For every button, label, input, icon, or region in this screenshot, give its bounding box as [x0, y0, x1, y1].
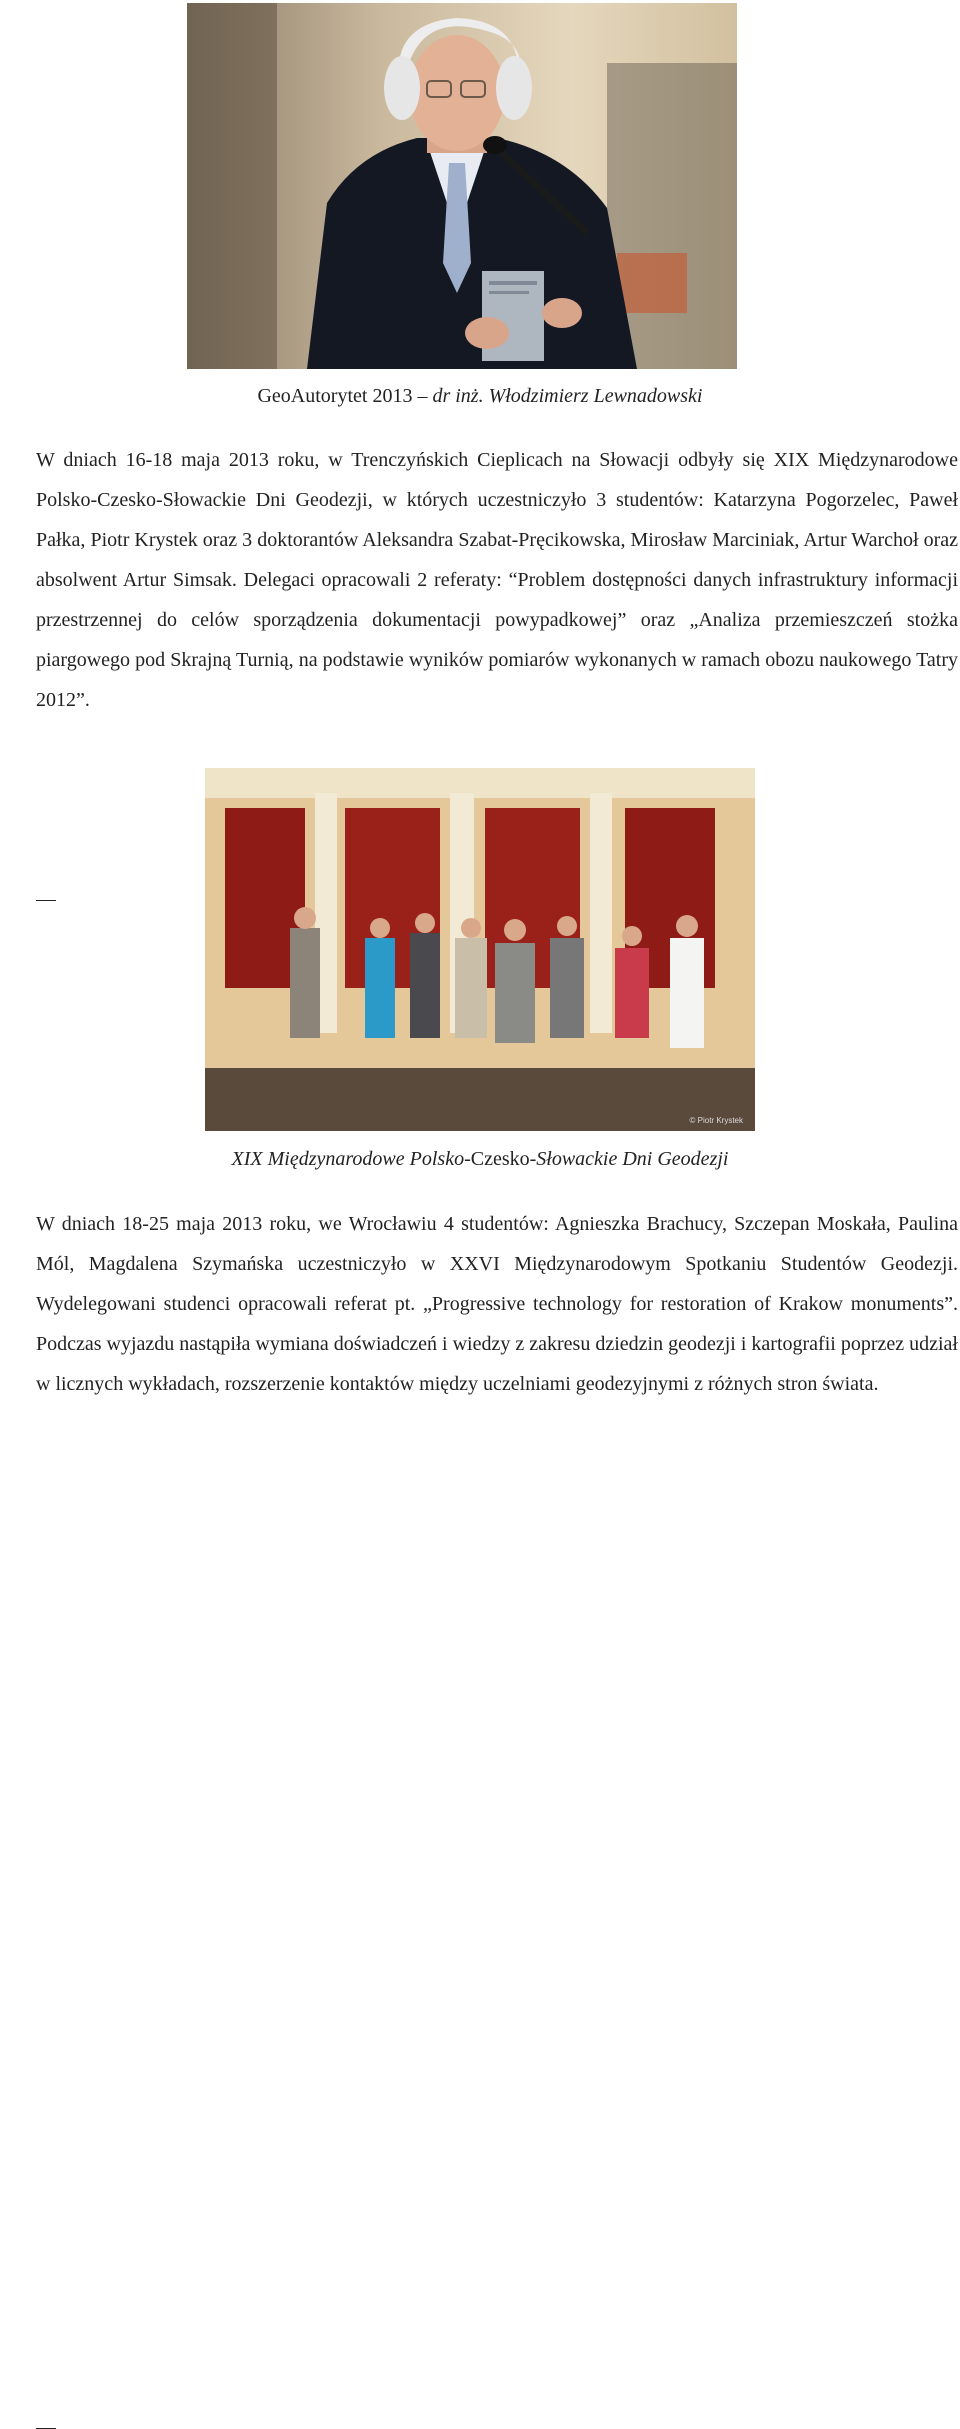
paragraph-text: W dniach 16-18 maja 2013 roku, w Trenczyńskich Cieplicach na Słowacji odbyły się XIX Międzynarodowe Polsko-Czesko-Słowackie Dni Geodezji, w których uczestniczyło 3 studentów: Katarzyna Pogorzelec, Paweł Pałka, Piotr Krystek oraz 3 doktorantów Aleksandra Szabat-Pręcikowska, Mirosław Marciniak, Artur Warchoł oraz absolwent Artur Simsak. Delegaci opracowali 2 referaty: “Problem dostępności danych infrastruktury informacji przestrzennej do celów sporządzenia dokumentacji powypadkowej” oraz „Analiza przemieszczeń stożka piargowego pod Skrajną Turnią, na podstawie wyników pomiarów wykonanych w ramach obozu naukowego Tatry 2012”. — [36, 449, 958, 711]
speaker-photo-caption — [0, 384, 960, 408]
speaker-photo — [187, 3, 737, 369]
caption-part-a: XIX Międzynarodowe Polsko — [231, 1148, 465, 1170]
caption-name: dr inż. Włodzimierz Lewnadowski — [432, 385, 703, 407]
caption-part-c: Słowackie Dni Geodezji — [536, 1148, 729, 1170]
group-photo-caption — [0, 1147, 960, 1171]
caption-part-b: -Czesko- — [464, 1148, 537, 1170]
list-dash — [36, 900, 56, 901]
photo-signature: © Piotr Krystek — [689, 1116, 743, 1125]
paragraph-text: W dniach 18-25 maja 2013 roku, we Wrocławiu 4 studentów: Agnieszka Brachucy, Szczepan Moskała, Paulina Mól, Magdalena Szymańska uczestniczyło w XXVI Międzynarodowym Spotkaniu Studentów Geodezji. Wydelegowani studenci opracowali referat pt. „Progressive technology for restoration of Krakow monuments”. Podczas wyjazdu nastąpiła wymiana doświadczeń i wiedzy z zakresu dziedzin geodezji i kartografii poprzez udział w licznych wykładach, rozszerzenie kontaktów między uczelniami geodezyjnymi z różnych stron świata. — [36, 1213, 958, 1395]
caption-prefix: GeoAutorytet 2013 – — [257, 385, 433, 407]
paragraph-student-meeting — [36, 1204, 958, 1404]
group-photo — [205, 768, 755, 1131]
paragraph-geodesy-days — [36, 440, 958, 720]
